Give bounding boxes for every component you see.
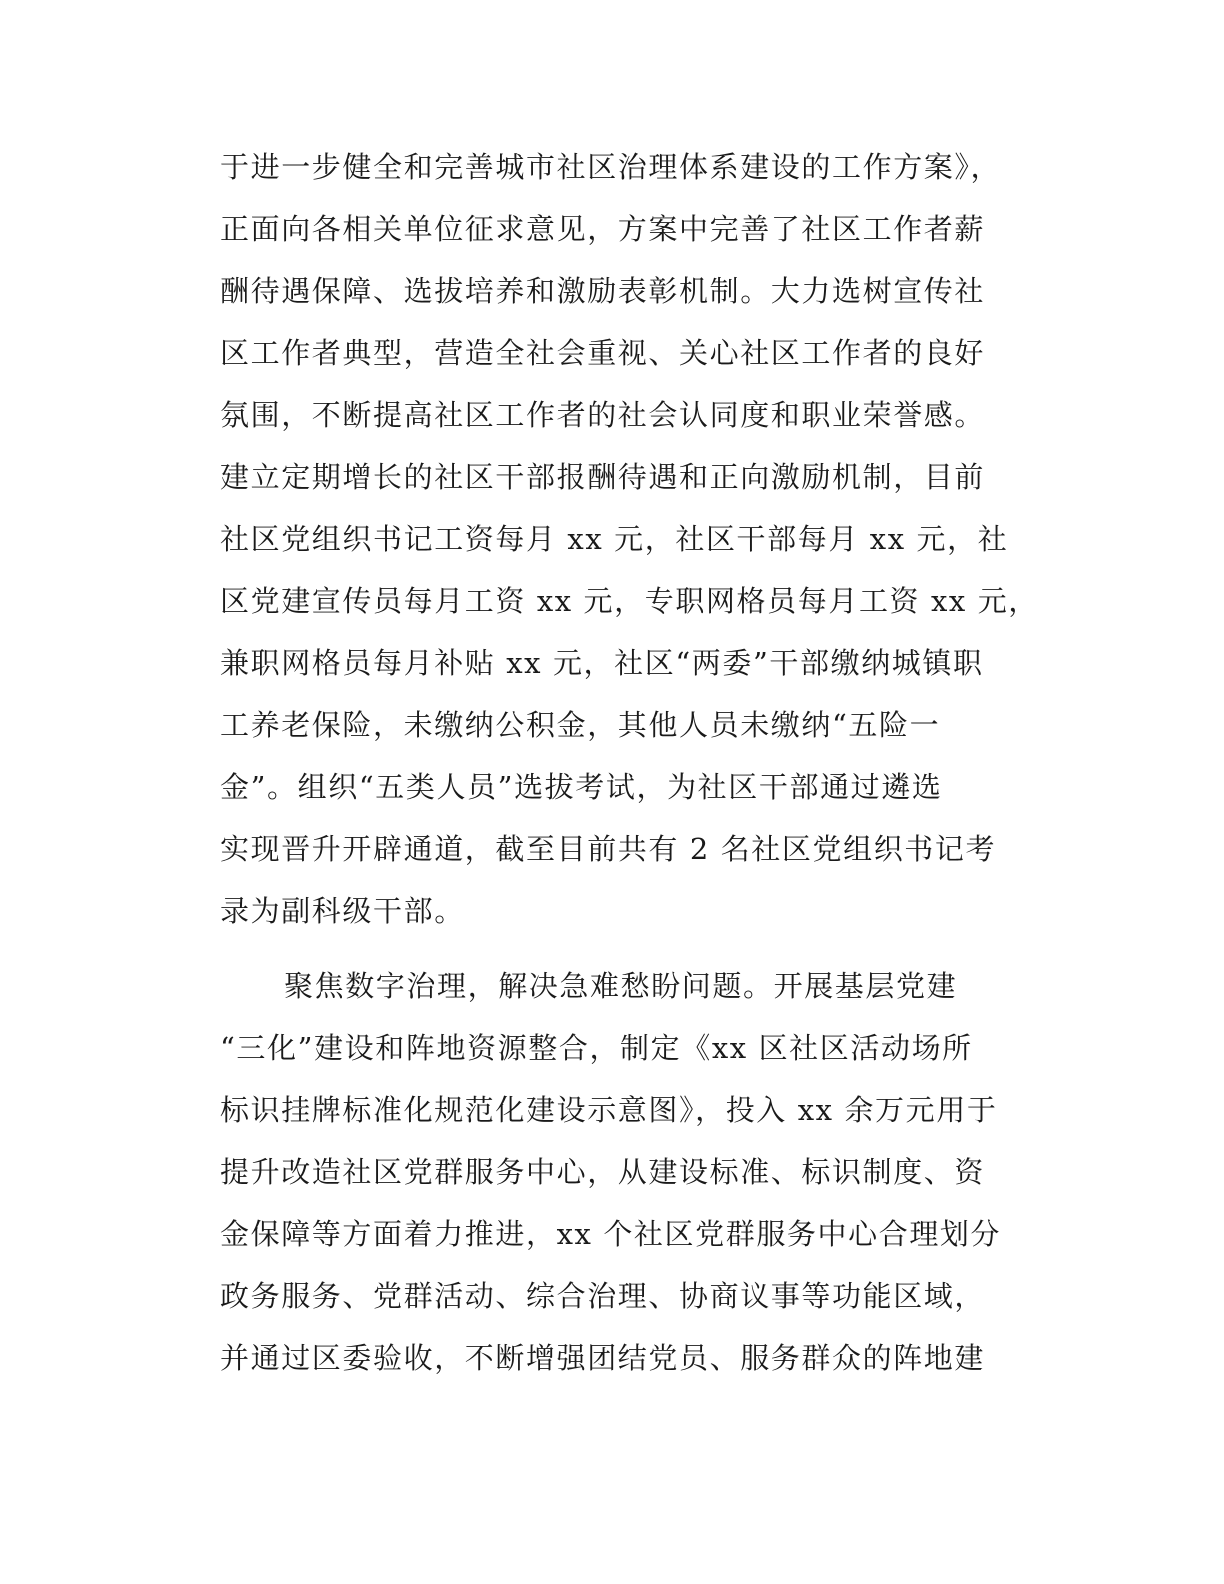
text-line: “三化”建设和阵地资源整合，制定《xx 区社区活动场所 xyxy=(220,1031,973,1065)
text-line: 区工作者典型，营造全社会重视、关心社区工作者的良好 xyxy=(220,336,986,370)
text-line: 于进一步健全和完善城市社区治理体系建设的工作方案》， xyxy=(220,150,1002,184)
text-line: 兼职网格员每月补贴 xx 元，社区“两委”干部缴纳城镇职 xyxy=(220,646,984,680)
text-line: 金”。组织“五类人员”选拔考试，为社区干部通过遴选 xyxy=(220,770,943,804)
paragraph-salary-incentives xyxy=(220,136,1040,942)
text-line: 氛围，不断提高社区工作者的社会认同度和职业荣誉感。 xyxy=(220,398,986,432)
text-line-first-indented: 聚焦数字治理，解决急难愁盼问题。开展基层党建 xyxy=(284,969,958,1003)
paragraph-digital-governance xyxy=(220,955,1040,1389)
text-line: 正面向各相关单位征求意见，方案中完善了社区工作者薪 xyxy=(220,212,986,246)
text-line: 提升改造社区党群服务中心，从建设标准、标识制度、资 xyxy=(220,1155,986,1189)
text-line: 金保障等方面着力推进，xx 个社区党群服务中心合理划分 xyxy=(220,1217,1002,1251)
text-line: 录为副科级干部。 xyxy=(220,894,465,928)
text-line: 实现晋升开辟通道，截至目前共有 2 名社区党组织书记考 xyxy=(220,832,997,866)
text-line: 工养老保险，未缴纳公积金，其他人员未缴纳“五险一 xyxy=(220,708,941,742)
text-line: 区党建宣传员每月工资 xx 元，专职网格员每月工资 xx 元， xyxy=(220,584,1039,618)
text-line: 建立定期增长的社区干部报酬待遇和正向激励机制，目前 xyxy=(220,460,986,494)
text-line: 政务服务、党群活动、综合治理、协商议事等功能区域， xyxy=(220,1279,986,1313)
text-line: 标识挂牌标准化规范化建设示意图》，投入 xx 余万元用于 xyxy=(220,1093,998,1127)
text-line: 酬待遇保障、选拔培养和激励表彰机制。大力选树宣传社 xyxy=(220,274,986,308)
text-line: 并通过区委验收，不断增强团结党员、服务群众的阵地建 xyxy=(220,1341,986,1375)
text-line: 社区党组织书记工资每月 xx 元，社区干部每月 xx 元，社 xyxy=(220,522,1009,556)
